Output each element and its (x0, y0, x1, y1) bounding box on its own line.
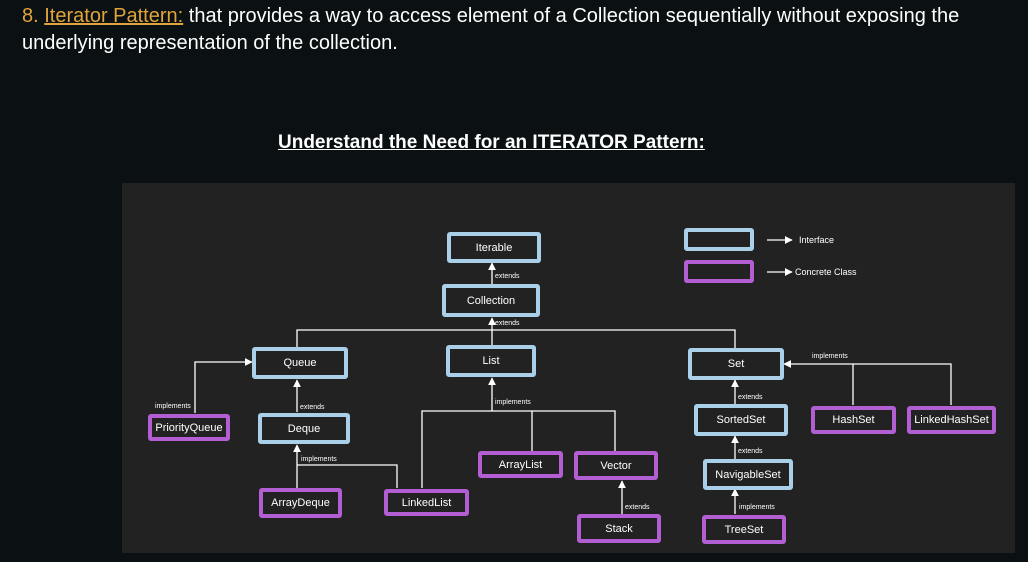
legend-class-label: Concrete Class (795, 267, 857, 277)
edge-linkedlist-deque (297, 465, 397, 488)
pattern-name: Iterator Pattern: (44, 5, 184, 27)
node-priority-queue[interactable]: PriorityQueue (148, 414, 230, 441)
node-navigable-set[interactable]: NavigableSet (703, 459, 793, 490)
edge-hashsets-set (784, 364, 951, 405)
section-subtitle: Understand the Need for an ITERATOR Pattern: (278, 132, 705, 153)
label-deque-extends-queue: extends (300, 404, 325, 411)
edge-priorityqueue-queue (195, 362, 252, 413)
label-hashsets-implement-set: implements (812, 353, 848, 360)
label-deque-implements: implements (301, 456, 337, 463)
node-array-list[interactable]: ArrayList (478, 451, 563, 478)
label-treeset-implements: implements (739, 504, 775, 511)
node-deque[interactable]: Deque (258, 413, 350, 444)
page-heading (22, 3, 1017, 57)
node-iterable[interactable]: Iterable (447, 232, 541, 263)
node-tree-set[interactable]: TreeSet (702, 515, 786, 544)
legend-interface-swatch (684, 228, 754, 251)
pattern-description: that provides a way to access element of a Collection sequentially without exposing the underlying representation of the collection. (22, 5, 960, 54)
node-collection[interactable]: Collection (442, 284, 540, 317)
node-hash-set[interactable]: HashSet (811, 406, 896, 434)
label-sortedset-extends-set: extends (738, 394, 763, 401)
legend-class-swatch (684, 260, 754, 283)
node-queue[interactable]: Queue (252, 347, 348, 379)
node-sorted-set[interactable]: SortedSet (694, 404, 788, 436)
label-collection-extends-iterable: extends (495, 273, 520, 280)
label-stack-extends-vector: extends (625, 504, 650, 511)
label-navigableset-extends: extends (738, 448, 763, 455)
node-linked-list[interactable]: LinkedList (384, 489, 469, 516)
legend-interface-label: Interface (799, 235, 835, 245)
label-children-extend-collection: extends (495, 320, 520, 327)
node-vector[interactable]: Vector (574, 451, 658, 480)
node-array-deque[interactable]: ArrayDeque (259, 488, 342, 518)
heading-number: 8. (22, 5, 39, 27)
node-linked-hash-set[interactable]: LinkedHashSet (907, 406, 996, 434)
label-list-implements: implements (495, 399, 531, 406)
node-stack[interactable]: Stack (577, 514, 661, 543)
collection-hierarchy-diagram (122, 183, 1015, 553)
label-priorityqueue-implements: implements (155, 403, 191, 410)
node-list[interactable]: List (446, 345, 536, 377)
node-set[interactable]: Set (688, 348, 784, 380)
